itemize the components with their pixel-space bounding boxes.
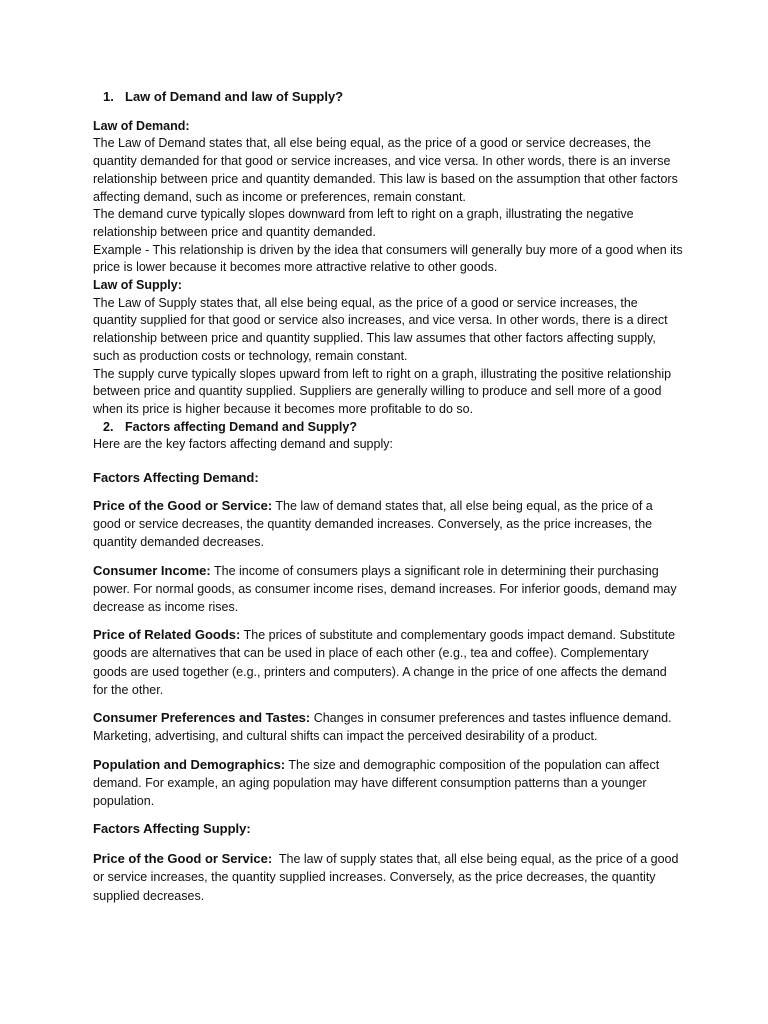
factor-text: Changes in consumer preferences and tastes influence demand. Marketing, advertising, and cultural shifts can impact the perceived desirability of a product. xyxy=(93,711,672,744)
factor-text: The size and demographic composition of the population can affect demand. For example, an aging population may have different consumption patterns than a younger population. xyxy=(93,757,660,808)
law-of-supply-paragraph: The Law of Supply states that, all else being equal, as the price of a good or service increases, the quantity supplied for that good or service also increases, and vice versa. In other words, there is a direct relationship between price and quantity supplied. This law assumes that other factors affecting supply, such as production costs or technology, remain constant. xyxy=(93,295,668,363)
demand-factors-title: Factors Affecting Demand: xyxy=(93,470,259,486)
factor-text: The income of consumers plays a significant role in determining their purchasing power. For normal goods, as consumer income rises, demand increases. For inferior goods, demand may decrease as income rises. xyxy=(93,563,677,615)
section-heading-1 xyxy=(93,88,683,106)
demand-curve-paragraph: The demand curve typically slopes downward from left to right on a graph, illustrating the negative relationship between price and quantity demanded. xyxy=(93,207,634,239)
supply-factor-price xyxy=(93,850,683,905)
demand-factor-price xyxy=(93,497,683,552)
section-title: Law of Demand and law of Supply? xyxy=(125,89,344,104)
law-of-supply-title: Law of Supply: xyxy=(93,278,182,293)
factor-label: Population and Demographics: xyxy=(93,756,286,772)
section-number: 1. xyxy=(103,89,114,104)
factor-text: The prices of substitute and complementary goods impact demand. Substitute goods are alternatives that can be used in place of each other (e.g., tea and coffee). Complementary goods are used together (e.g., printers and computers). A change in the price of one affects the demand for the other. xyxy=(93,628,676,697)
demand-factor-population xyxy=(93,756,683,811)
supply-curve-paragraph: The supply curve typically slopes upward from left to right on a graph, illustrating the positive relationship between price and quantity supplied. Suppliers are generally willing to produce and sell more of a good when its price is higher because it becomes more profitable to do so. xyxy=(93,366,672,416)
factor-label: Price of the Good or Service: xyxy=(93,498,273,514)
factor-text: The law of demand states that, all else being equal, as the price of a good or service decreases, the quantity demanded increases. Conversely, as the price increases, the quantity demanded decreases. xyxy=(93,499,653,550)
demand-example-paragraph: Example - This relationship is driven by the idea that consumers will generally buy more of a good when its price is lower because it becomes more attractive relative to other goods. xyxy=(93,242,683,275)
factor-label: Price of the Good or Service: xyxy=(93,851,273,867)
factors-intro: Here are the key factors affecting demand and supply: xyxy=(93,437,393,452)
document-page xyxy=(93,88,683,905)
factor-text: The law of supply states that, all else being equal, as the price of a good or service increases, the quantity supplied increases. Conversely, as the price decreases, the quantity supplied decreases. xyxy=(93,852,682,903)
supply-factors-title: Factors Affecting Supply: xyxy=(93,821,251,837)
law-of-demand-title: Law of Demand: xyxy=(93,118,190,133)
law-of-demand-paragraph: The Law of Demand states that, all else being equal, as the price of a good or service decreases, the quantity demanded for that good or service increases, and vice versa. In other words, there is an inverse relationship between price and quantity demanded. This law is based on the assumption that other factors affecting demand, such as income or preferences, remain constant. xyxy=(93,136,678,204)
section-number: 2. xyxy=(103,419,114,434)
demand-factor-related-goods xyxy=(93,626,683,699)
factor-label: Consumer Preferences and Tastes: xyxy=(93,710,311,726)
section-title: Factors affecting Demand and Supply? xyxy=(125,419,357,434)
factor-label: Consumer Income: xyxy=(93,562,211,578)
factor-label: Price of Related Goods: xyxy=(93,627,241,643)
section-heading-2 xyxy=(93,419,683,437)
demand-factor-income xyxy=(93,562,683,617)
demand-factor-preferences xyxy=(93,709,683,745)
